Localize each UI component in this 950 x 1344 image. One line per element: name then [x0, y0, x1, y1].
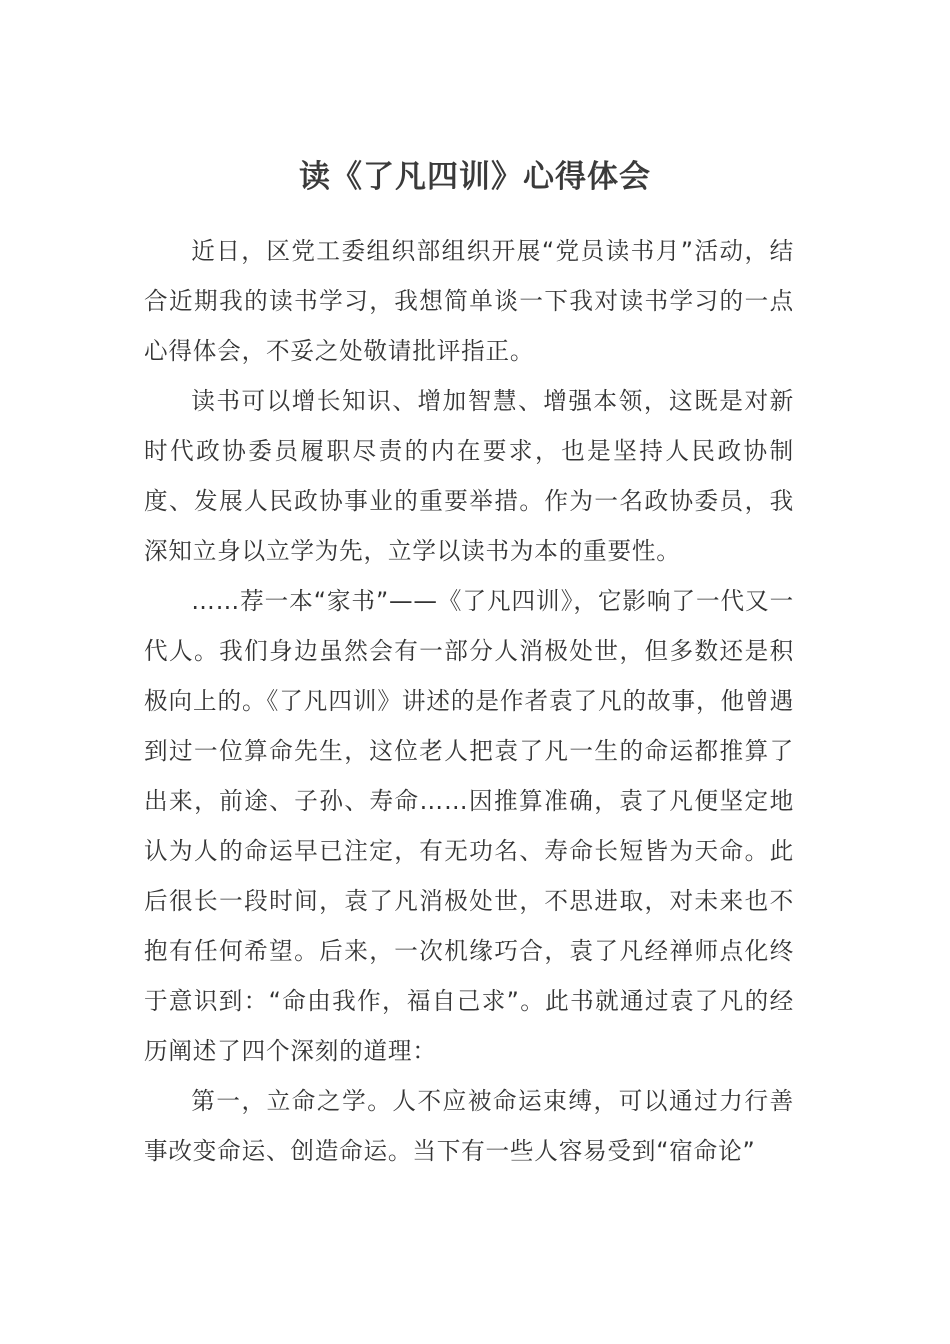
document-body	[144, 226, 794, 1176]
paragraph: ……荐一本“家书”——《了凡四训》，它影响了一代又一代人。我们身边虽然会有一部分人消极处世，但多数还是积极向上的。《了凡四训》讲述的是作者袁了凡的故事，他曾遇到过一位算命先生，这位老人把袁了凡一生的命运都推算了出来，前途、子孙、寿命……因推算准确，袁了凡便坚定地认为人的命运早已注定，有无功名、寿命长短皆为天命。此后很长一段时间，袁了凡消极处世，不思进取，对未来也不抱有任何希望。后来，一次机缘巧合，袁了凡经禅师点化终于意识到：“命由我作，福自己求”。此书就通过袁了凡的经历阐述了四个深刻的道理：	[144, 587, 794, 1065]
paragraph: 近日，区党工委组织部组织开展“党员读书月”活动，结合近期我的读书学习，我想简单谈一下我对读书学习的一点心得体会，不妥之处敬请批评指正。	[144, 237, 794, 365]
paragraph: 读书可以增长知识、增加智慧、增强本领，这既是对新时代政协委员履职尽责的内在要求，也是坚持人民政协制度、发展人民政协事业的重要举措。作为一名政协委员，我深知立身以立学为先，立学以读书为本的重要性。	[144, 387, 794, 565]
document-title: 读《了凡四训》心得体会	[299, 159, 651, 195]
paragraph: 第一，立命之学。人不应被命运束缚，可以通过力行善事改变命运、创造命运。当下有一些人容易受到“宿命论”	[144, 1087, 794, 1165]
